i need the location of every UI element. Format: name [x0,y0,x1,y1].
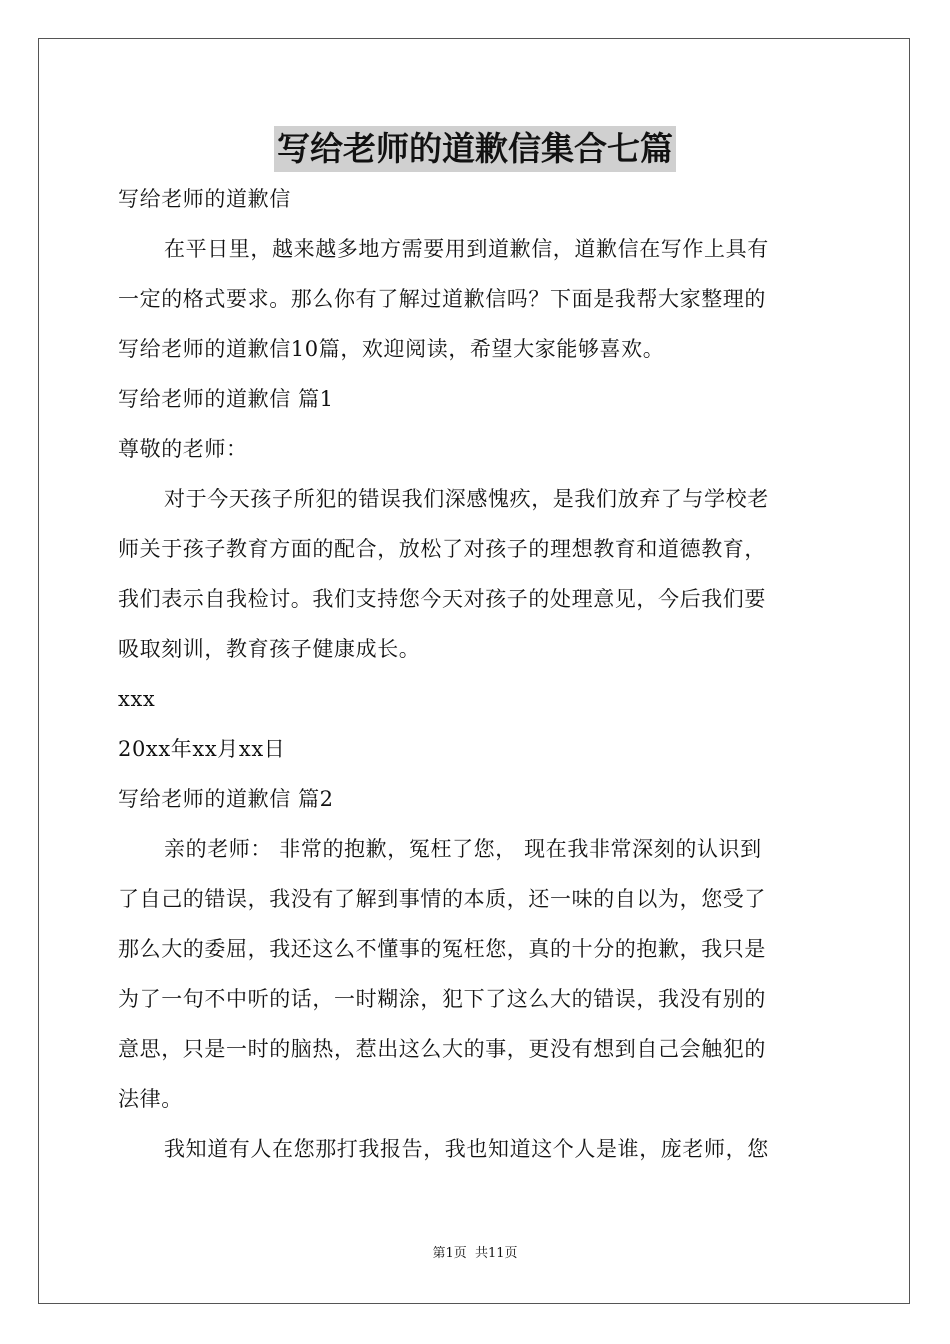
salutation: 尊敬的老师： [118,437,248,461]
paragraph-line: 法律。 [118,1087,183,1111]
date-line: 20xx年xx月xx日 [118,737,286,761]
paragraph-line: 我们表示自我检讨。我们支持您今天对孩子的处理意见，今后我们要 [118,587,766,611]
total-pages: 共11页 [474,1246,518,1261]
page-number: 第1页 [432,1246,467,1261]
paragraph-line: 写给老师的道歉信10篇，欢迎阅读，希望大家能够喜欢。 [118,337,665,361]
paragraph-line: 一定的格式要求。那么你有了解过道歉信吗？下面是我帮大家整理的 [118,287,766,311]
paragraph-line: 意思，只是一时的脑热，惹出这么大的事，更没有想到自己会触犯的 [118,1037,766,1061]
paragraph-line: 对于今天孩子所犯的错误我们深感愧疚，是我们放弃了与学校老 [164,487,769,511]
section-heading: 写给老师的道歉信 篇1 [118,387,334,411]
paragraph-line: 为了一句不中听的话，一时糊涂，犯下了这么大的错误，我没有别的 [118,987,766,1011]
paragraph-line: 在平日里，越来越多地方需要用到道歉信，道歉信在写作上具有 [164,237,769,261]
paragraph-line: 那么大的委屈，我还这么不懂事的冤枉您，真的十分的抱歉，我只是 [118,937,766,961]
document-title: 写给老师的道歉信集合七篇 [274,126,676,172]
paragraph-line: 吸取刻训，教育孩子健康成长。 [118,637,421,661]
paragraph-line: 了自己的错误，我没有了解到事情的本质，还一味的自以为，您受了 [118,887,766,911]
paragraph-line: 亲的老师： 非常的抱歉，冤枉了您， 现在我非常深刻的认识到 [164,837,762,861]
paragraph-line: 师关于孩子教育方面的配合，放松了对孩子的理想教育和道德教育， [118,537,766,561]
title-container [0,126,950,172]
section-heading: 写给老师的道歉信 [118,187,291,211]
page-border [38,38,910,1304]
paragraph-line: 我知道有人在您那打我报告，我也知道这个人是谁，庞老师，您 [164,1137,769,1161]
section-heading: 写给老师的道歉信 篇2 [118,787,334,811]
page-footer [0,1245,950,1263]
signature: xxx [118,687,156,711]
